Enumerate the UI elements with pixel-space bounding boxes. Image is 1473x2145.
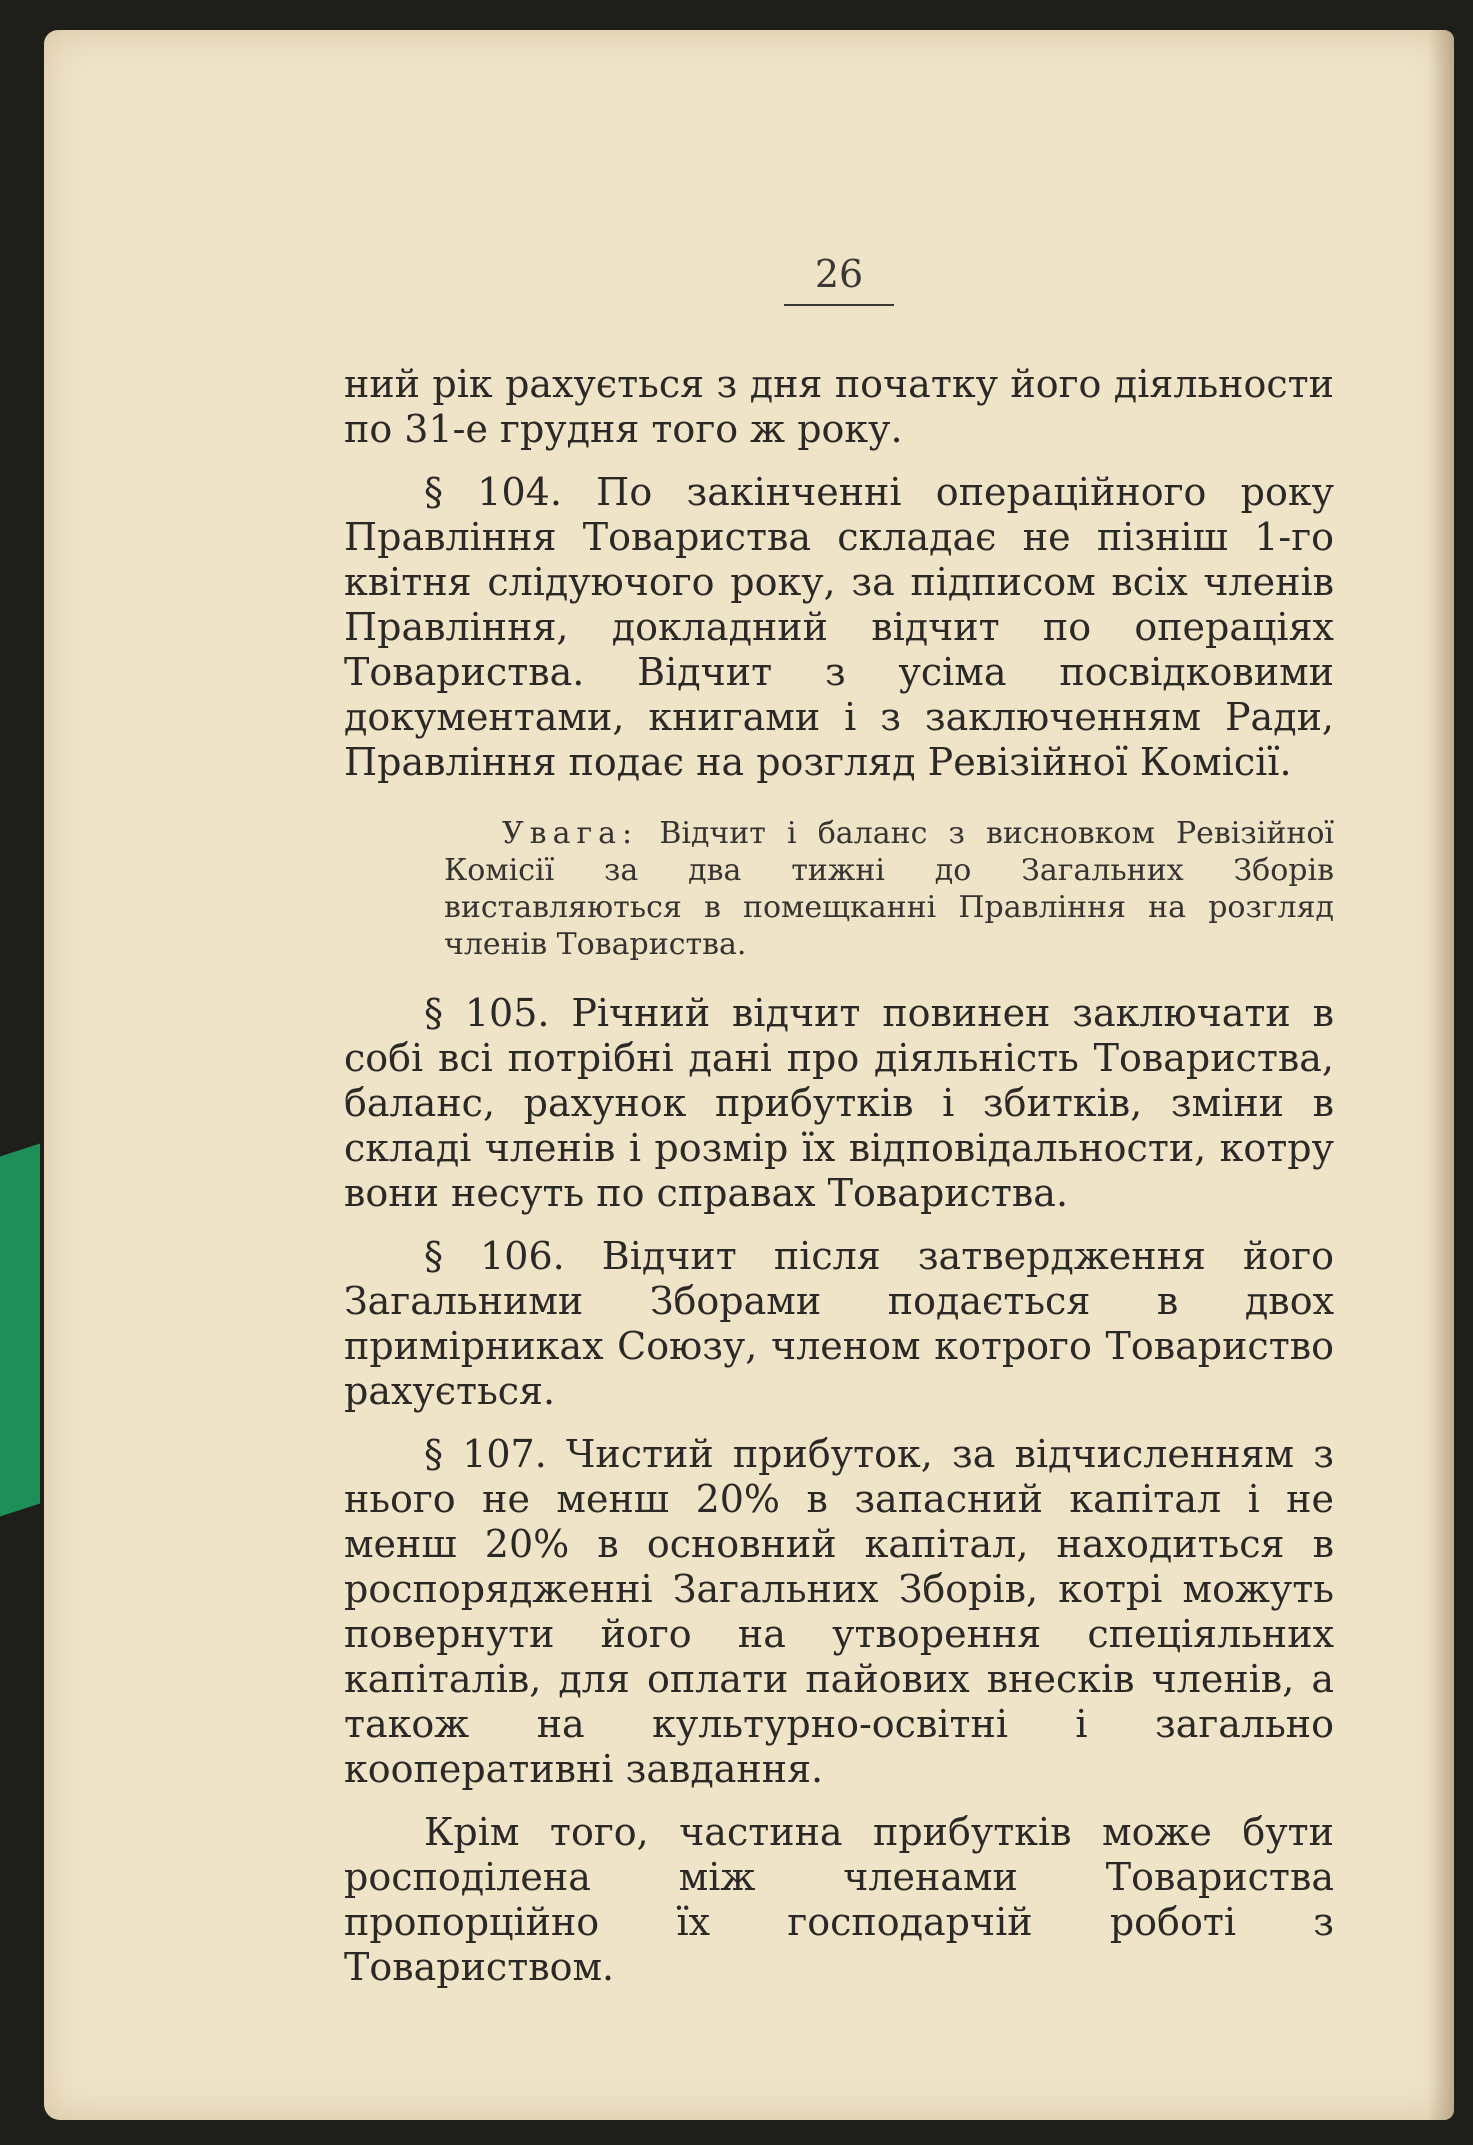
paragraph-107: § 107. Чистий прибуток, за відчисленням з нього не менш 20% в запасний капітал і не менш 20% в основний капітал, находиться в роспорядженні Загальних Зборів, котрі можуть повернути його на утворення спеціяльних капіталів, для оплати пайових внесків членів, а також на культурно-освітні і загально кооперативні завдання. (344, 1432, 1334, 1791)
paragraph-closing: Крім того, частина прибутків може бути росподілена між членами Товариства пропорційно їх господарчій роботі з Товариством. (344, 1810, 1334, 1989)
page-body (344, 362, 1334, 2008)
paragraph-105: § 105. Річний відчит повинен заключати в собі всі потрібні дані про діяльність Товариства, баланс, рахунок прибутків і збитків, зміни в складі членів і розмір їх відповідальности, котру вони несуть по справах Товариства. (344, 991, 1334, 1215)
paragraph-continuation: ний рік рахується з дня початку його діяльности по 31-е грудня того ж року. (344, 362, 1334, 451)
note-label: Увага: (502, 816, 639, 851)
note-block (444, 815, 1334, 963)
note-text: Відчит і баланс з висновком Ревізійної Комісії за два тижні до Загальних Зборів виставляються в помещканні Правління на розгляд членів Товариства. (444, 816, 1334, 962)
paragraph-106: § 106. Відчит після затвердження його Загальними Зборами подається в двох примірниках Союзу, членом котрого Товариство рахується. (344, 1234, 1334, 1413)
page-number: 26 (814, 252, 864, 296)
book-page (44, 30, 1454, 2120)
green-cover-strip (0, 1144, 40, 1517)
page-edge-shadow (1428, 30, 1454, 2120)
page-number-rule (784, 304, 894, 306)
paragraph-104: § 104. По закінченні операційного року Правління Товариства складає не пізніш 1-го квітня слідуючого року, за підписом всіх членів Правління, докладний відчит по операціях Товариства. Відчит з усіма посвідковими документами, книгами і з заключенням Ради, Правління подає на розгляд Ревізійної Комісії. (344, 470, 1334, 784)
